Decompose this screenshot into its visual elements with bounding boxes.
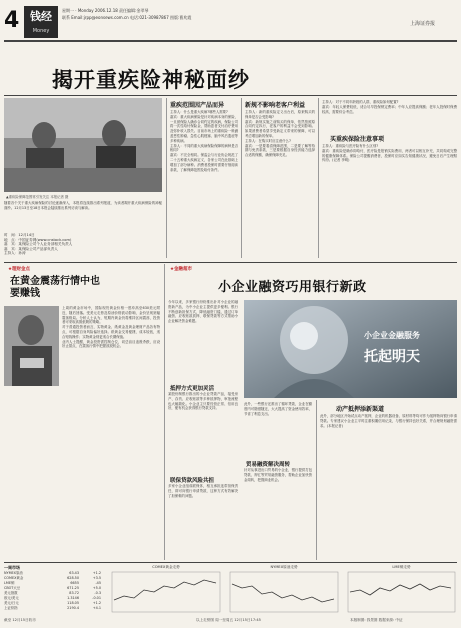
market-row-value: 83.72 xyxy=(69,591,79,595)
market-row-name: 欧元/美元 xyxy=(4,596,19,600)
gold-photo xyxy=(4,306,59,386)
retail-col4-heading: 动产抵押添新渠道 xyxy=(336,406,385,413)
chart-gold xyxy=(110,565,222,615)
col2-text: 主持人：什么是重大疾病?哪些人需要? 嘉宾：重大疾病保险是针对疾病本身的保险，一旦被保险人确诊合同约定的疾病，保险公司将一次性给付保险金，帮助患者支付治疗费用及弥补收入损失。目前市场上的重疾险一般涵盖恶性肿瘤、急性心肌梗塞、脑中风后遗症等多种疾病。 主持人：不同的重大疾病保险保障的病种是否相同? 嘉宾：不完全相同。保监会与行业协会规范了二十五种重大疾病定义，各家公司在此基础上增加了部分病种。消费者投保时需要仔细阅读条款，了解保障范围及给付条件。 xyxy=(170,110,238,172)
gold-text: 上周的黄金市场中，国际现货黄金价格一度冲高至630美元附近，随后回落。受美元走势及原油价格波动影响，金价呈现宽幅震荡格局。分析人士认为，短期内黄金仍将维持区间震荡，投资者可采取高抛低吸的策略。 对于普通投资者而言，实物黄金、纸黄金及黄金理财产品各有特点，可根据自身风险偏好选择。纸黄金交易便捷、成本较低，适合短线操作；实物黄金则更适合长期保值。 业内人士提醒，黄金投资需控制仓位，切忌盲目追涨杀跌，应设好止损点，在震荡行情中把握波段机会。 xyxy=(62,306,160,349)
retail-photo xyxy=(244,300,457,398)
chart-copper-caption: LME铜走势 xyxy=(392,565,411,569)
col-divider-3 xyxy=(318,98,319,258)
footer-middle: 以上走势图 周一至周五 12月15日17:45 xyxy=(196,618,261,622)
market-row-change: -0.3 xyxy=(94,591,101,595)
bottom-rule xyxy=(4,562,457,563)
paper-name: 上海证券报 xyxy=(410,21,436,27)
market-row-change: +4.1 xyxy=(92,606,101,610)
market-row-name: LME铜 xyxy=(4,581,15,585)
retail-col4-text: 此外，部分地区开始试点动产抵押，企业的机器设备、原材料等均可作为抵押物向银行申请贷款。专家建议小企业主平时注重积累信用记录，与银行保持良好关系，并合理规划融资需求。(本报记者) xyxy=(320,414,457,428)
headline-rule xyxy=(4,95,457,96)
section-name-en: Money xyxy=(32,28,50,34)
lead-photo xyxy=(4,98,162,192)
chart-gold-caption: COMEX黄金走势 xyxy=(152,565,180,569)
lead-photo-caption: ▲重疾险保障范围常引发关注 本报记者 摄 xyxy=(6,195,69,199)
intro-guest-1: 嘉 宾：某保险公司个人业务部相关负责人 xyxy=(4,242,73,247)
mid-rule xyxy=(4,262,457,263)
retail-sub-2: 联保贷款风险共担 xyxy=(170,478,215,484)
market-row-change: +1.2 xyxy=(92,571,101,575)
market-row-value: 2190.4 xyxy=(67,606,79,610)
market-row-change: +5.0 xyxy=(92,586,101,590)
market-row-value: 6655 xyxy=(70,581,79,585)
gold-label: ★理财金点 xyxy=(8,267,31,272)
intro-box: 随着各个关于重大疾病保险的讨论逐渐深入，本报将连续推出系列报道，为读者揭开重大疾病保险的神秘面纱。12月13日至18日本报会陆续推出系列访谈与解读。 xyxy=(4,201,162,210)
col3-text: 主持人：新的重疾险定义出台后，原来购买的保单是否会受影响? 嘉宾：新规实施之前购买的保单，依然按照原合同约定执行，老客户的利益不会受到影响。如果消费者希望享受新定义带来的保障，可以考虑增加新的保单。 主持人：在购买时应注意什么? 嘉宾：一是要看清保障范围，二是要了解等待期与免责条款，三是要根据自身经济能力选择合适的保额，确保保障充足。 xyxy=(245,110,315,158)
intro-place: 地 点：中国证券网(www.cnstock.com) xyxy=(4,237,72,242)
market-row-value: 1.3146 xyxy=(67,596,79,600)
col-divider-gold xyxy=(164,264,165,560)
main-headline: 揭开重疾险神秘面纱 xyxy=(52,68,250,92)
market-row-name: 上证综指 xyxy=(4,606,18,610)
market-row-change: -0.01 xyxy=(92,596,101,600)
retail-sub-1-text: 某股份制银行推出的小企业贷款产品，接受房产、存货、应收账款等多种抵押物，审批流程也大幅简化。小企业主只要经营正常、信用良好，便有机会获得银行贷款支持。 xyxy=(168,392,238,411)
section-name-cn: 钱经 xyxy=(30,10,52,23)
market-row-name: NYMEX原油 xyxy=(4,571,23,575)
col2-heading: 重疾范围因产品而异 xyxy=(170,102,225,109)
market-table xyxy=(4,565,104,611)
retail-col3-text: 此外，一些银行还推出了循环贷款，企业在额度内可随借随还，大大提高了资金使用效率，节省了利息支出。 xyxy=(244,402,312,416)
market-table-title: 一周市场 xyxy=(4,565,20,570)
intro-host: 主持人：孙涛 xyxy=(4,251,26,256)
footer-right: 本版制图: 钱景图 数据来源: 中证 xyxy=(350,618,403,622)
header-rule xyxy=(4,40,457,42)
market-row-value: 118.05 xyxy=(67,601,79,605)
footer-left: 截至 12月15日收市 xyxy=(4,618,36,622)
market-row-name: COMEX黄金 xyxy=(4,576,24,580)
chart-copper xyxy=(346,565,457,615)
market-row-value: 628.50 xyxy=(67,576,79,580)
header-info-1: 星期一 · Monday 2006.12.18 责任编辑:金翠琴 xyxy=(62,8,149,13)
retail-sub-2-text: 多家小企业组成联保体，相互承担连带担保责任，即可向银行申请贷款，这种方式有效解决了担保难的问题。 xyxy=(168,484,238,498)
market-row-value: 63.43 xyxy=(69,571,79,575)
market-row xyxy=(4,606,104,611)
col-divider-2 xyxy=(241,98,242,258)
retail-photo-text-1: 小企业金融服务 xyxy=(364,331,420,340)
retail-sub-1: 抵押方式更加灵活 xyxy=(170,386,215,392)
retail-headline: 小企业融资巧用银行新政 xyxy=(218,280,367,295)
col4-text-2: 主持人：重疾险与医疗险有什么区别? 嘉宾：重疾险是确诊即给付，医疗险是报销实际费用，两者可以相互补充，共同构成完整的健康保障体系。保险公司提醒消费者，投保时应如实告知健康状况，避免日后产生理赔纠纷。(记者 李明) xyxy=(322,144,457,163)
col-divider-retail xyxy=(316,400,317,560)
retail-col1-text: 今年以来，多家银行纷纷推出针对小企业的融资新产品，为中小企业主提供更多便利。银行不断创新担保方式，降低融资门槛，通过订单融资、应收账款质押、联保贷款等方式帮助小企业解决资金难题。 xyxy=(168,300,238,324)
market-row-name: 美元指数 xyxy=(4,591,18,595)
retail-sub-3-text: 针对从事进出口贸易的小企业，银行提供打包贷款、押汇等贸易融资服务，帮助企业加快资金周转，把握商业机会。 xyxy=(244,468,312,482)
chart-oil-caption: NYMEX原油走势 xyxy=(270,565,298,569)
market-row-name: 美元/日元 xyxy=(4,601,19,605)
section-logo xyxy=(24,6,58,38)
chart-oil xyxy=(228,565,340,615)
market-row-value: 671.25 xyxy=(67,586,79,590)
intro-meta xyxy=(4,233,162,256)
market-row-change: +3.5 xyxy=(92,576,101,580)
col4-heading: 买重疾保险注意事项 xyxy=(330,136,385,143)
retail-photo-text-2: 托起明天 xyxy=(364,349,420,365)
page-number: 4 xyxy=(4,8,20,33)
market-row-change: -45 xyxy=(95,581,101,585)
header-info-2: 联系 Email:jrpp@eonsews.com.cn 电话:021-30987867 图版:曹兆霞 xyxy=(62,15,192,20)
col3-heading: 新规不影响老客户利益 xyxy=(245,102,306,109)
intro-time: 时 间：12月14日 xyxy=(4,233,35,237)
market-row-name: CBOT大豆 xyxy=(4,586,21,590)
retail-label: ★金融超市 xyxy=(170,267,193,272)
col-divider-1 xyxy=(166,98,167,258)
col4-text: 主持人：对于不同年龄段的人群，重疾险如何配置? 嘉宾：年轻人保费较低，适合尽早投保锁定费率；中年人应提高保额；老年人投保时保费较高，需要综合考虑。 xyxy=(322,100,457,114)
retail-sub-3: 贸易融资解决周转 xyxy=(246,462,291,468)
market-rows xyxy=(4,571,104,611)
intro-guest-2: 嘉 宾：某保险公司产品部负责人 xyxy=(4,246,58,251)
market-row-change: +1.2 xyxy=(92,601,101,605)
gold-headline: 在黄金震荡行情中也要赚钱 xyxy=(10,276,100,299)
